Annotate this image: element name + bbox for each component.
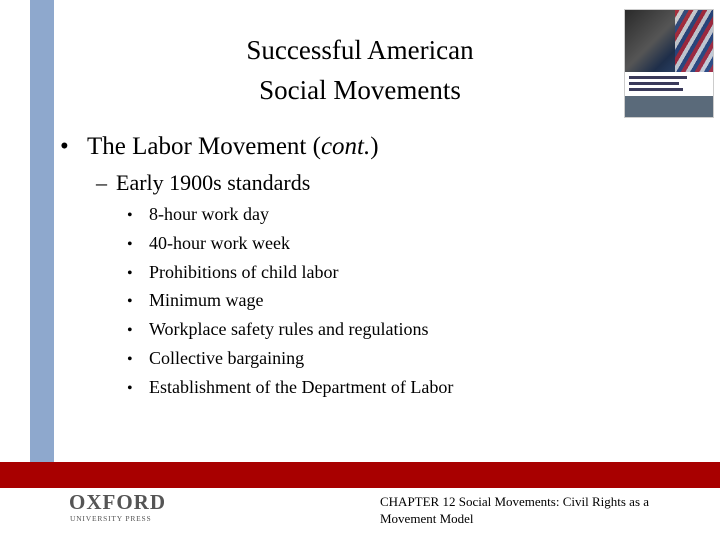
bullet-level-1 (60, 130, 379, 164)
slide-title-line-1: Successful American (246, 35, 474, 65)
list-bullet: • (127, 207, 133, 224)
oxford-logo-word: OXFORD (69, 491, 166, 514)
list-item (127, 200, 453, 229)
slide-title (140, 30, 580, 110)
list-item-text: Collective bargaining (149, 347, 305, 368)
cover-flag-stripes (675, 10, 713, 72)
list-item-text: Prohibitions of child labor (149, 261, 339, 282)
list-bullet: • (127, 322, 133, 340)
bullet-level-2 (96, 168, 310, 198)
bullet-level-1-close-paren: ) (370, 133, 379, 160)
bullet-level-2-text: Early 1900s standards (116, 170, 311, 195)
cover-title-text (629, 76, 689, 94)
slide-title-line-2: Social Movements (259, 75, 461, 105)
list-item (127, 373, 453, 402)
bullet-level-1-text: The Labor Movement (87, 133, 313, 160)
cover-bottom-band (625, 96, 713, 117)
list-item-text: Workplace safety rules and regulations (149, 319, 429, 340)
list-item (127, 229, 453, 258)
book-cover-image (624, 9, 714, 118)
list-item-text: Establishment of the Department of Labor (149, 376, 454, 397)
list-bullet: • (127, 235, 133, 253)
list-item-text: 8-hour work day (149, 204, 269, 224)
list-bullet: • (127, 379, 133, 397)
list-bullet: • (127, 293, 133, 311)
list-item (127, 258, 453, 287)
standards-list (127, 200, 453, 402)
left-accent-bar (30, 0, 54, 462)
oxford-logo-subtitle: UNIVERSITY PRESS (70, 514, 152, 523)
footer-red-band (0, 462, 720, 488)
bullet-dot: • (60, 133, 69, 160)
list-item (127, 315, 453, 344)
bullet-level-1-open-paren: ( (312, 133, 321, 160)
list-item-text: 40-hour work week (149, 232, 290, 253)
list-bullet: • (127, 350, 133, 368)
list-item (127, 286, 453, 315)
chapter-footer-text: CHAPTER 12 Social Movements: Civil Rights as a Movement Model (380, 494, 650, 526)
list-bullet: • (127, 264, 133, 282)
bullet-level-1-emphasis: cont. (320, 133, 371, 160)
oxford-logo (68, 491, 178, 523)
bullet-dash: – (96, 170, 107, 195)
list-item-text: Minimum wage (149, 290, 264, 311)
list-item (127, 344, 453, 373)
